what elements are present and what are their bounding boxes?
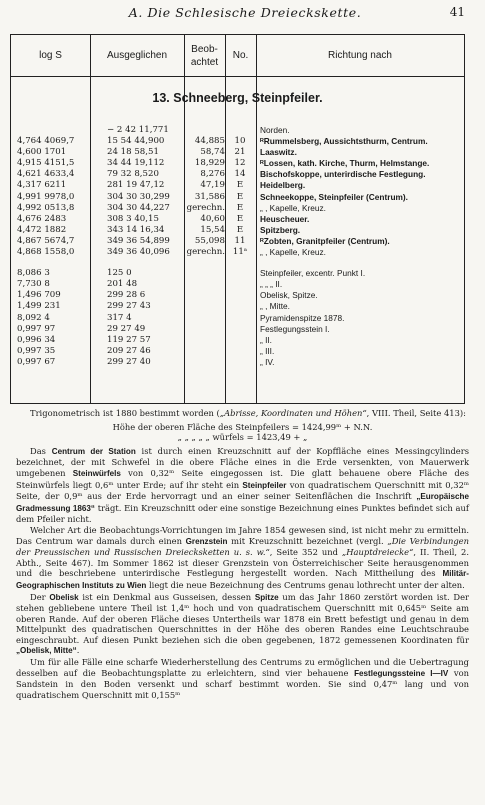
observation-table	[10, 34, 465, 404]
table-row: 0,997 97 29 27 49 Festlegungsstein I.	[17, 323, 330, 334]
table-row: 1,496 709 299 28 6 Obelisk, Spitze.	[17, 290, 318, 301]
table-row: 4,317 6211 281 19 47,12 47,19 E Heidelberg.	[17, 180, 306, 191]
col-header-no: No.	[225, 35, 256, 77]
table-row: 4,868 1558,0 349 36 40,096 gerechn. 11ᵃ „ , Kapelle, Kreuz.	[17, 247, 326, 258]
table-row: 4,621 4633,4 79 32 8,520 8,276 14 Bischofskoppe, unterirdische Festlegung.	[17, 169, 426, 180]
table-row: 4,600 1701 24 18 58,51 58,74 21 Laaswitz.	[17, 147, 297, 158]
running-title: A. Die Schlesische Dreieckskette.	[128, 5, 362, 20]
table-row: 4,472 1882 343 14 16,34 15,54 E Spitzberg.	[17, 224, 301, 235]
table-row: 4,676 2483 308 3 40,15 40,60 E Heuscheuer.	[17, 213, 310, 224]
section-title: 13. Schneeberg, Steinpfeiler.	[152, 91, 323, 105]
table-row: − 2 42 11,771 Norden.	[107, 125, 290, 135]
table-row: 4,915 4151,5 34 44 19,112 18,929 12 ᴿLossen, kath. Kirche, Thurm, Helmstange.	[17, 158, 430, 169]
table-row: 8,086 3 125 0 Steinpfeiler, excentr. Punkt I.	[17, 268, 366, 279]
running-header	[0, 5, 485, 23]
paragraph: Das Centrum der Station ist durch einen Kreuzschnitt auf der Kopffläche eines Messingcylinders bezeichnet, der mit Schwefel in die obere Fläche eines in die Erde versenkten, von Mauerwerk umgebenen Steinwürfels von 0,32ᵐ Seite eingegossen ist. Die glatt behauene obere Fläche des Steinwürfels liegt 0,6ᵐ unter Erde; auf ihr steht ein Steinpfeiler von quadratischem Querschnitt mit 0,32ᵐ Seite, der 0,9ᵐ aus der Erde hervorragt und an einer seiner Seitenflächen die Inschrift „Europäische Gradmessung 1863“ trägt. Ein Kreuzschnitt oder eine sonstige Bezeichnung eines Punktes befindet sich auf dem Pfeiler nicht.	[16, 445, 470, 525]
table-row: 0,997 67 299 27 40 „ IV.	[17, 356, 275, 367]
height-line-1: Höhe der oberen Fläche des Steinpfeilers = 1424,99ᵐ + N.N.	[112, 421, 373, 432]
table-row: 1,499 231 299 27 43 „ , Mitte.	[17, 301, 290, 312]
table-row: 4,867 5674,7 349 36 54,899 55,098 11 ᴿZobten, Granitpfeiler (Centrum).	[17, 235, 390, 246]
paragraph: Um für alle Fälle eine scharfe Wiederherstellung des Centrums zu ermöglichen und die Uebertragung desselben auf die Beobachtungsplatte zu erleichtern, sind vier behauene Festlegungssteine I—IV von Sandstein in den Boden versenkt und scharf bestimmt worden. Sie sind 0,47ᵐ lang und von quadratischem Querschnitt mit 0,155ᵐ	[16, 657, 469, 700]
col-header-richtung: Richtung nach	[256, 35, 464, 77]
table-row: 4,764 4069,7 15 54 44,900 44,885 10 ᴿRummelsberg, Aussichtsthurm, Centrum.	[17, 136, 428, 147]
paragraph: Trigonometrisch ist 1880 bestimmt worden („Abrisse, Koordinaten und Höhen“, VIII. Theil, Seite 413):	[30, 408, 466, 418]
paragraph: Welcher Art die Beobachtungs-Vorrichtungen im Jahre 1854 gewesen sind, ist nicht mehr zu ermitteln. Das Centrum war damals durch einen Grenzstein mit Kreuzschnitt bezeichnet (vergl. „Die Verbindungen der Preussischen und Russischen Dreiecksketten u. s. w.“, Seite 352 und „Hauptdreiecke“, II. Theil, 2. Abth., Seite 467). Im Sommer 1862 ist dieser Grenzstein von Österreichischer Seite herausgenommen und die beschriebene unterirdische Festlegung hergestellt worden. Nach Mittheilung des Militär-Geographischen Instituts zu Wien liegt die neue Bezeichnung des Centrums genau lothrecht unter der alten.	[16, 524, 470, 590]
height-line-2: „ „ „ „ „ würfels = 1423,49 + „	[177, 432, 308, 443]
col-header-log-s: log S	[11, 35, 90, 77]
page-number: 41	[449, 5, 465, 19]
table-row: 8,092 4 317 4 Pyramidenspitze 1878.	[17, 312, 345, 323]
table-row: 7,730 8 201 48 „ „ „ II.	[17, 279, 283, 290]
col-header-ausgeglichen: Ausgeglichen	[90, 35, 184, 77]
paragraph: Der Obelisk ist ein Denkmal aus Gusseisen, dessen Spitze um das Jahr 1860 zerstört worden ist. Der stehen gebliebene untere Theil ist 1,4ᵐ hoch und von quadratischem Querschnitt mit 0,645ᵐ Seite am oberen Rande. Auf der oberen Fläche dieses Untertheils war 1878 ein Brett befestigt und genau in dem Mittelpunkt des quadratischen Querschnittes in der Höhe des oberen Randes eine Leuchtschraube eingeschraubt. Auf diesen Punkt beziehen sich die oben gegebenen, 1872 gemessenen Koordinaten für „Obelisk, Mitte“.	[16, 591, 469, 656]
table-row: 0,996 34 119 27 57 „ II.	[17, 334, 272, 345]
table-row: 4,992 0513,8 304 30 44,227 gerechn. E „ , Kapelle, Kreuz.	[17, 202, 326, 213]
table-row: 4,991 9978,0 304 30 30,299 31,586 E Schneekoppe, Steinpfeiler (Centrum).	[17, 191, 408, 202]
row-gap	[11, 258, 464, 268]
body-text	[16, 408, 469, 700]
table-body	[11, 125, 464, 368]
col-header-beobachtet: Beob- achtet	[184, 35, 225, 77]
table-row: 0,997 35 209 27 46 „ III.	[17, 345, 275, 356]
